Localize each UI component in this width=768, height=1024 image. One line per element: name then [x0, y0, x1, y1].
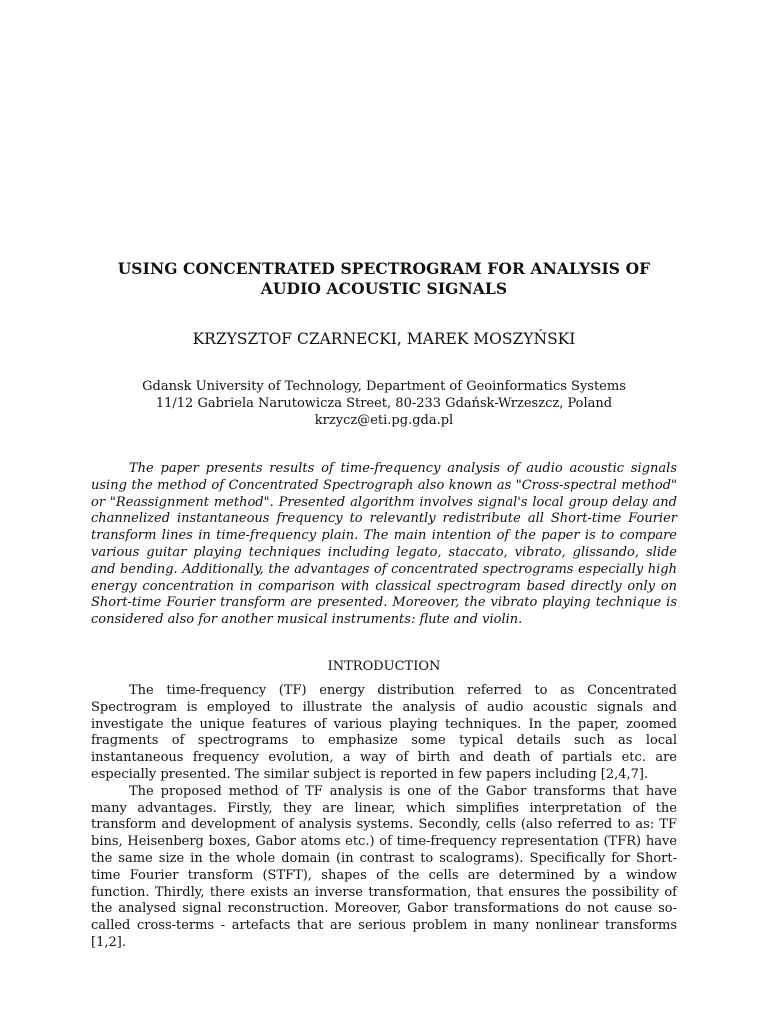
affiliation [91, 378, 677, 429]
abstract: The paper presents results of time-frequency analysis of audio acoustic signals using the method of Concentrated Spectrograph also known as "Cross-spectral method" or "Reassignment method". Presented algorithm involves signal's local group delay and channelized instantaneous frequency to relevantly redistribute all Short-time Fourier transform lines in time-frequency plain. The main intention of the paper is to compare various guitar playing techniques including legato, staccato, vibrato, glissando, slide and bending. Additionally, the advantages of concentrated spectrograms especially high energy concentration in comparison with classical spectrogram based directly only on Short-time Fourier transform are presented. Moreover, the vibrato playing technique is considered also for another musical instruments: flute and violin. [91, 461, 677, 628]
affiliation-address: 11/12 Gabriela Narutowicza Street, 80-233 Gdańsk-Wrzeszcz, Poland [155, 396, 613, 411]
introduction-body [91, 683, 677, 952]
title-line: AUDIO ACOUSTIC SIGNALS [260, 279, 508, 298]
body-paragraph: The proposed method of TF analysis is one of the Gabor transforms that have many advantages. Firstly, they are linear, which simplifies interpretation of the transform and development of analysis systems. Secondly, cells (also referred to as: TF bins, Heisenberg boxes, Gabor atoms etc.) of time-frequency representation (TFR) have the same size in the whole domain (in contrast to scalograms). Specifically for Short-time Fourier transform (STFT), shapes of the cells are determined by a window function. Thirdly, there exists an inverse transformation, that ensures the possibility of the analysed signal reconstruction. Moreover, Gabor transformations do not cause so-called cross-terms - artefacts that are serious problem in many nonlinear transforms [1,2]. [91, 783, 677, 950]
affiliation-institution: Gdansk University of Technology, Department of Geoinformatics Systems [142, 379, 626, 394]
paper-title [91, 259, 677, 299]
authors: KRZYSZTOF CZARNECKI, MAREK MOSZYŃSKI [192, 330, 576, 348]
title-line: USING CONCENTRATED SPECTROGRAM FOR ANALYSIS OF [117, 259, 651, 278]
section-heading-introduction: INTRODUCTION [327, 659, 441, 674]
affiliation-email: krzycz@eti.pg.gda.pl [314, 413, 454, 428]
body-paragraph: The time-frequency (TF) energy distribution referred to as Concentrated Spectrogram is employed to illustrate the analysis of audio acoustic signals and investigate the unique features of various playing techniques. In the paper, zoomed fragments of spectrograms to emphasize some typical details such as local instantaneous frequency evolution, a way of birth and death of partials etc. are especially presented. The similar subject is reported in few papers including [2,4,7]. [91, 683, 677, 782]
